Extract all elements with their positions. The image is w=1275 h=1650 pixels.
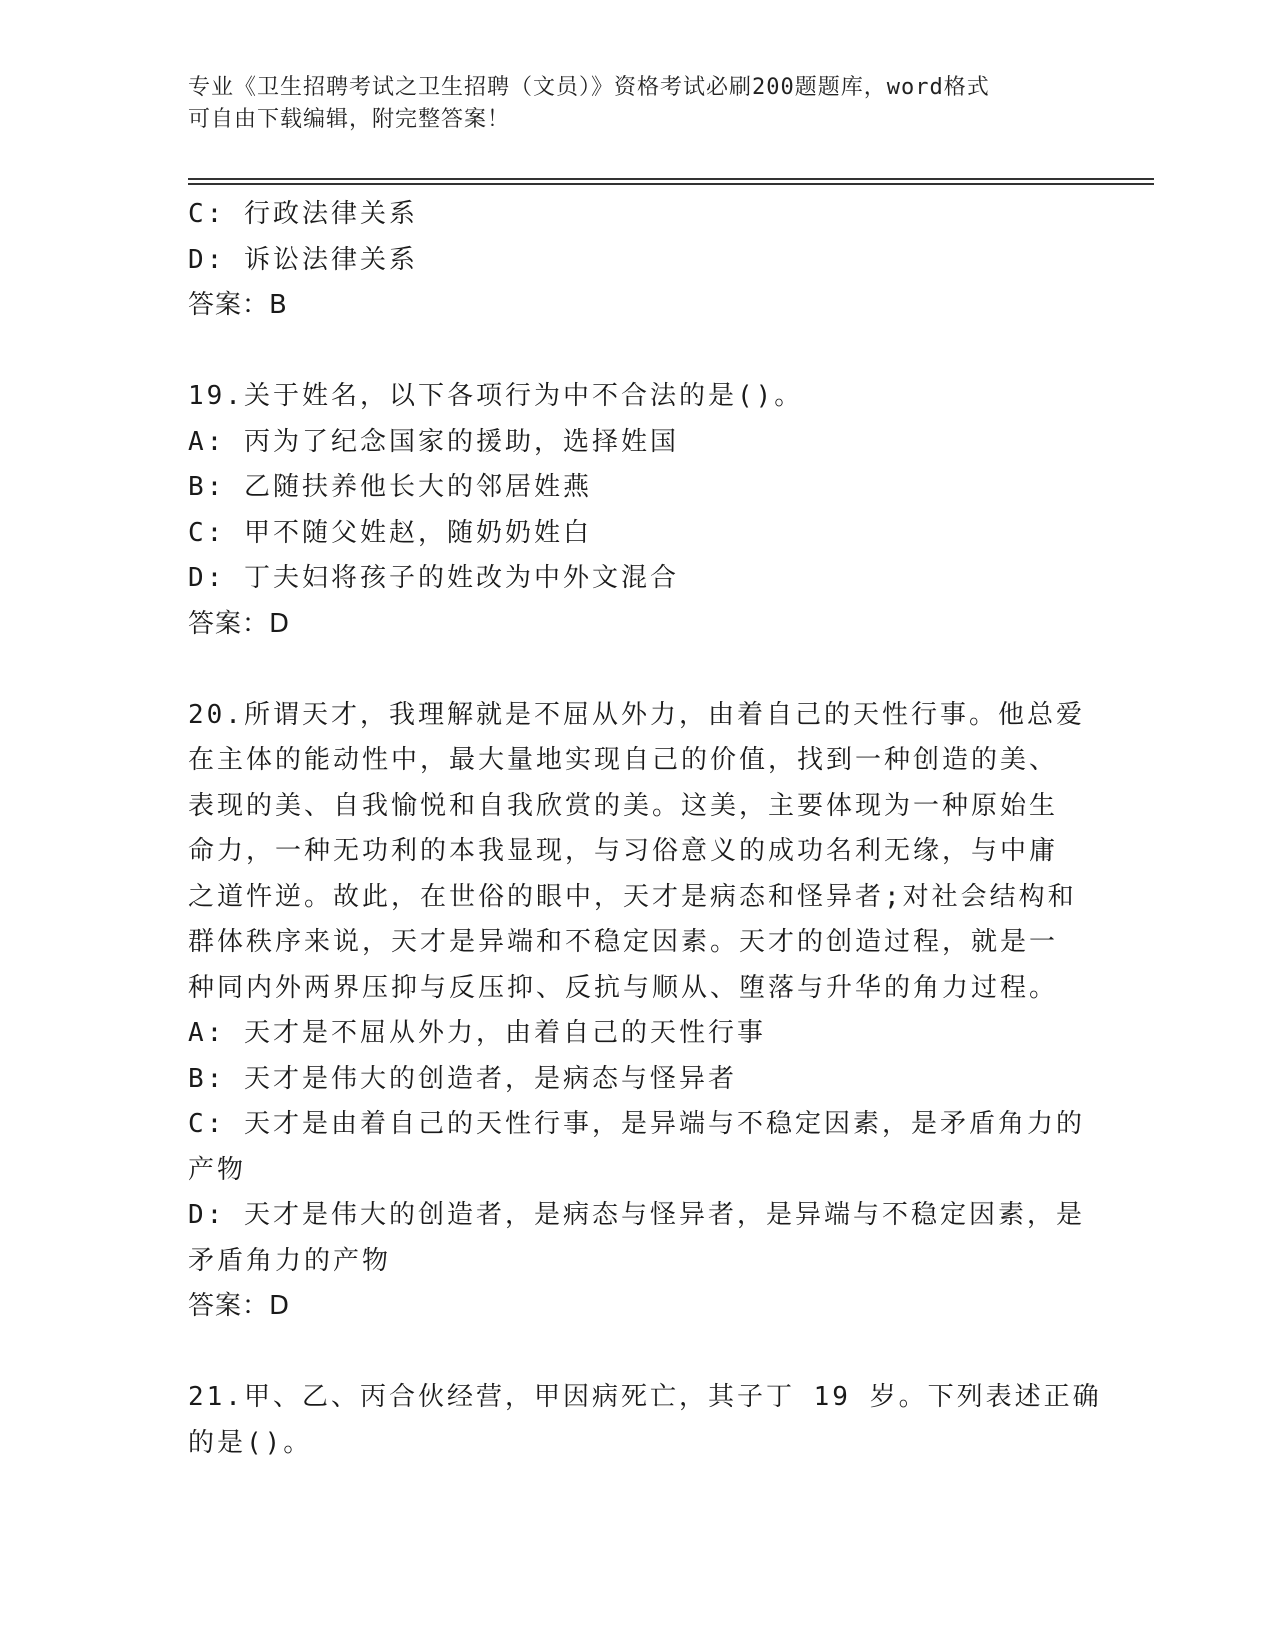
question-18-tail [188, 192, 1088, 329]
option-d-line: D: 天才是伟大的创造者，是病态与怪异者，是异端与不稳定因素，是 [188, 1200, 1085, 1230]
header-rule-bottom [188, 183, 1154, 185]
question-stem [188, 693, 1088, 1012]
option-a: A: 天才是不屈从外力，由着自己的天性行事 [188, 1018, 766, 1048]
option-b: B: 乙随扶养他长大的邻居姓燕 [188, 472, 592, 502]
answer: 答案：B [188, 290, 288, 320]
question-stem-line: 之道忤逆。故此，在世俗的眼中，天才是病态和怪异者;对社会结构和 [188, 881, 1077, 912]
header-title-line-2: 可自由下载编辑，附完整答案！ [188, 107, 511, 132]
question-stem-line: 在主体的能动性中，最大量地实现自己的价值，找到一种创造的美、 [188, 745, 1059, 775]
question-stem-line: 命力，一种无功利的本我显现，与习俗意义的成功名利无缘，与中庸 [188, 836, 1059, 866]
question-stem-line: 种同内外两界压抑与反压抑、反抗与顺从、堕落与升华的角力过程。 [188, 972, 1059, 1003]
spacer [188, 329, 1088, 375]
option-d: D: 丁夫妇将孩子的姓改为中外文混合 [188, 563, 679, 593]
question-stem-line: 表现的美、自我愉悦和自我欣赏的美。这美，主要体现为一种原始生 [188, 790, 1059, 821]
question-20 [188, 693, 1088, 1330]
question-stem-line: 的是()。 [188, 1427, 313, 1458]
option-d [188, 1193, 1088, 1284]
option-c [188, 1102, 1088, 1193]
header-title-line-1: 专业《卫生招聘考试之卫生招聘（文员）》资格考试必刷200题题库，word格式 [188, 75, 990, 100]
option-c: C: 甲不随父姓赵，随奶奶姓白 [188, 517, 592, 548]
option-c: C: 行政法律关系 [188, 199, 418, 229]
answer: 答案：D [188, 1291, 291, 1321]
question-stem-line: 群体秩序来说，天才是异端和不稳定因素。天才的创造过程，就是一 [188, 927, 1059, 957]
question-stem-line: 21.甲、乙、丙合伙经营，甲因病死亡，其子丁 19 岁。下列表述正确 [188, 1382, 1102, 1412]
option-c-line: C: 天才是由着自己的天性行事，是异端与不稳定因素，是矛盾角力的 [188, 1109, 1085, 1139]
header-rule-top [188, 178, 1154, 180]
option-a: A: 丙为了纪念国家的援助，选择姓国 [188, 426, 679, 457]
spacer [188, 647, 1088, 693]
question-stem: 19.关于姓名，以下各项行为中不合法的是()。 [188, 381, 804, 411]
question-stem-line: 20.所谓天才，我理解就是不屈从外力，由着自己的天性行事。他总爱 [188, 699, 1085, 730]
option-c-line: 产物 [188, 1154, 247, 1185]
question-21 [188, 1375, 1102, 1466]
option-d: D: 诉讼法律关系 [188, 244, 418, 275]
question-19 [188, 374, 1088, 647]
document-header [188, 72, 1068, 136]
document-body [188, 192, 1102, 1466]
option-b: B: 天才是伟大的创造者，是病态与怪异者 [188, 1063, 737, 1094]
answer: 答案：D [188, 608, 291, 639]
spacer [188, 1330, 1088, 1376]
option-d-line: 矛盾角力的产物 [188, 1245, 392, 1276]
